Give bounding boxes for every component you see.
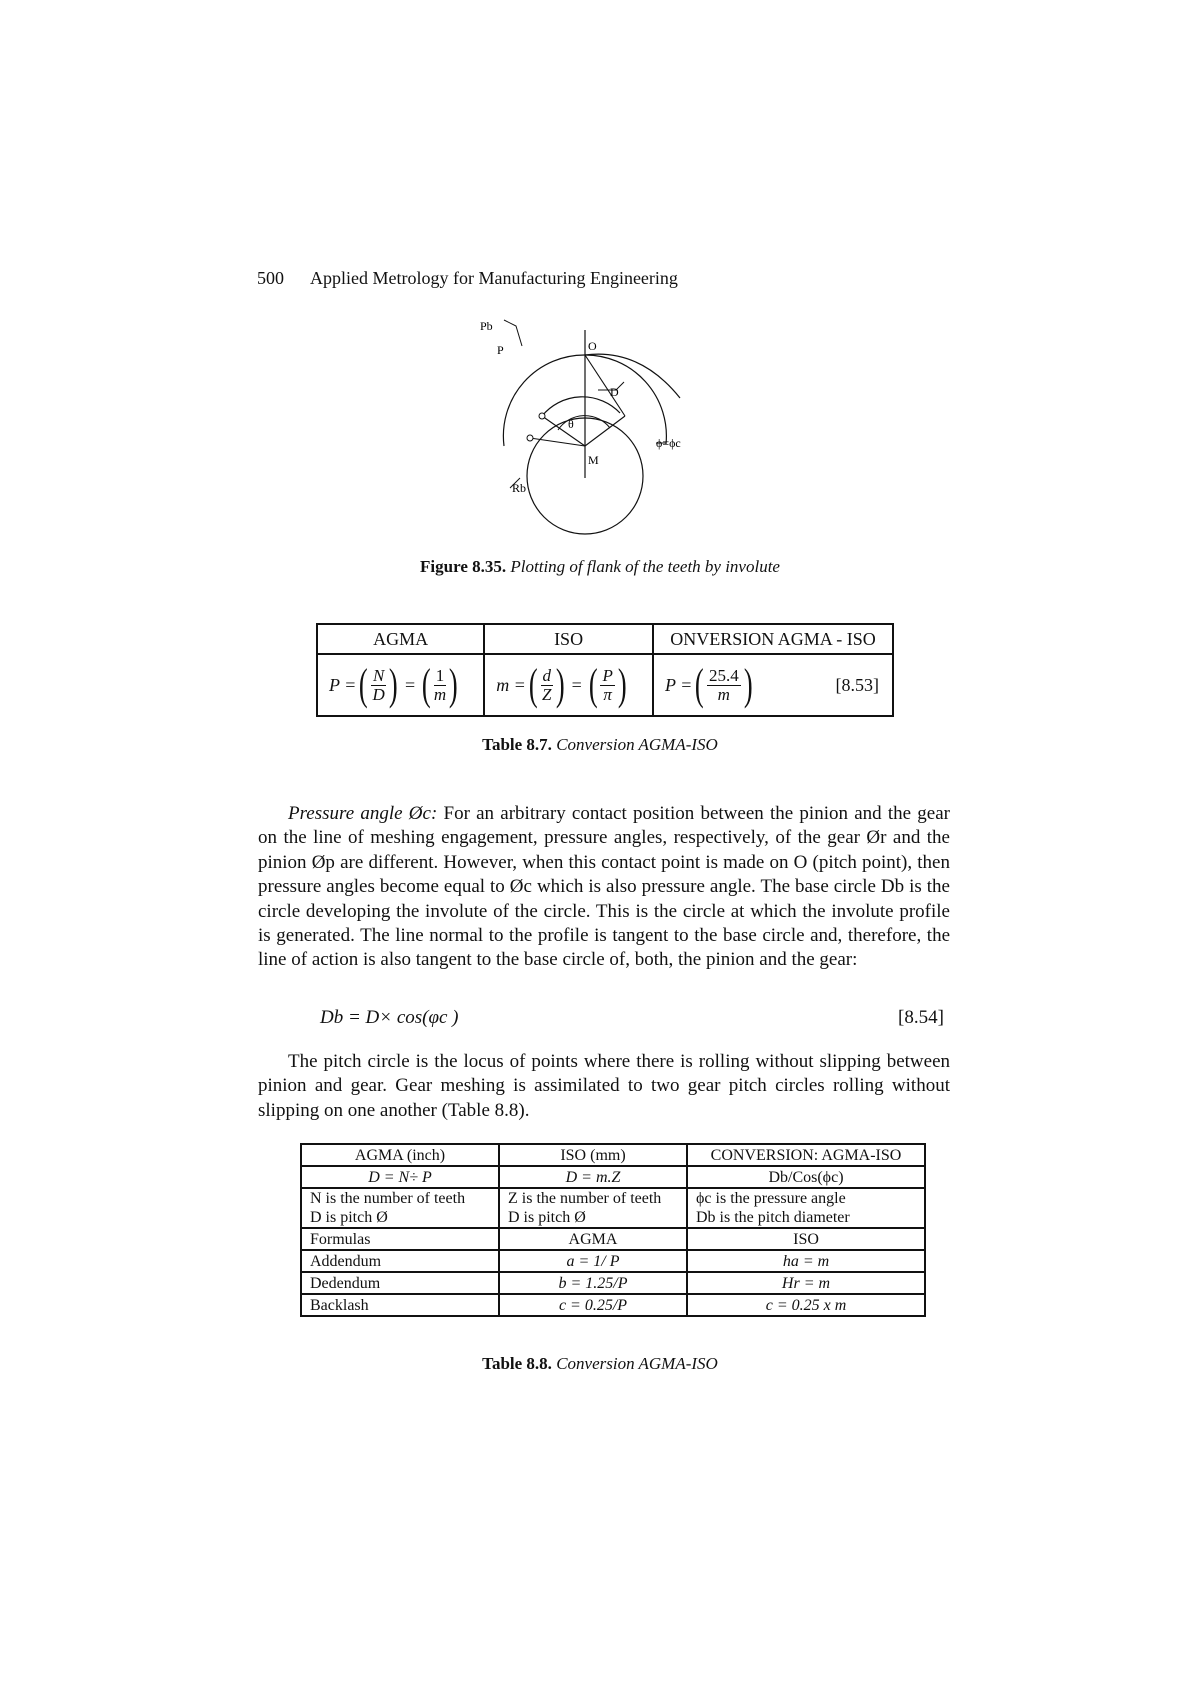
paragraph1-text: For an arbitrary contact position between the pinion and the gear on the line of meshing engagement, pressure angles, respectively, of the gear Ør and the pinion Øp are different. However, when this contact point is made on O (pitch point), then pressure angles become equal to Øc which is also pressure angle. The base circle Db is the circle developing the involute of the circle. This is the circle at which the involute profile is generated. The line normal to the profile is tangent to the base circle and, therefore, the line of action is also tangent to the base circle of, both, the pinion and the gear: bbox=[258, 803, 950, 971]
line-of-action bbox=[585, 355, 625, 416]
table88-header-agma: AGMA (inch) bbox=[301, 1144, 499, 1166]
label-p: P bbox=[497, 343, 504, 357]
point-marker-1 bbox=[539, 413, 545, 419]
equation-ref-8-54: [8.54] bbox=[898, 1007, 944, 1028]
table88-header-iso: ISO (mm) bbox=[499, 1144, 687, 1166]
table87-iso-formula: m = ( $\frac{d}{Z}$ ) = ( $\frac{P}{\pi}$ ) bbox=[484, 654, 653, 716]
page-number: 500 bbox=[257, 268, 284, 288]
table88-cell: Backlash bbox=[301, 1294, 499, 1316]
table88-cell: b = 1.25/P bbox=[499, 1272, 687, 1294]
angle-arc bbox=[542, 397, 620, 416]
table88-defs-agma bbox=[301, 1188, 499, 1228]
def-conv-db: Db is the pitch diameter bbox=[696, 1209, 850, 1226]
iso-z: Z bbox=[542, 684, 552, 704]
table88-formula-iso: D = m.Z bbox=[499, 1166, 687, 1188]
def-agma-n: N is the number of teeth bbox=[310, 1190, 466, 1207]
normal-line bbox=[585, 416, 625, 446]
table88-defs-conversion bbox=[687, 1188, 925, 1228]
iso-pi: π bbox=[603, 684, 612, 704]
label-o: O bbox=[588, 339, 597, 353]
agma-lhs: P = bbox=[329, 674, 357, 695]
involute-diagram bbox=[470, 318, 720, 548]
agma-m: m bbox=[433, 684, 447, 704]
def-iso-d: D is pitch Ø bbox=[508, 1209, 586, 1226]
iso-p: P bbox=[602, 665, 613, 685]
table88-cell: Addendum bbox=[301, 1250, 499, 1272]
conv-num: 25.4 bbox=[708, 665, 739, 685]
table87-caption-text: Conversion AGMA-ISO bbox=[556, 735, 718, 754]
table88-header-conversion: CONVERSION: AGMA-ISO bbox=[687, 1144, 925, 1166]
iso-lhs: m = bbox=[496, 674, 526, 695]
label-pb: Pb bbox=[480, 319, 493, 333]
agma-n: N bbox=[372, 665, 385, 685]
table-row bbox=[301, 1228, 925, 1250]
table88-cell: c = 0.25/P bbox=[499, 1294, 687, 1316]
table-row bbox=[301, 1272, 925, 1294]
label-phi: ϕ=ϕc bbox=[656, 436, 681, 450]
table88-cell: c = 0.25 x m bbox=[687, 1294, 925, 1316]
table88-cell: Hr = m bbox=[687, 1272, 925, 1294]
table88-cell: Formulas bbox=[301, 1228, 499, 1250]
table88-cell: AGMA bbox=[499, 1228, 687, 1250]
table-8-7 bbox=[316, 623, 894, 717]
table-8-7-caption bbox=[0, 735, 1200, 755]
conv-lhs: P = bbox=[664, 674, 693, 695]
table88-cell: ha = m bbox=[687, 1250, 925, 1272]
table-8-8 bbox=[300, 1143, 926, 1317]
label-d: D bbox=[610, 385, 619, 399]
table87-header-iso: ISO bbox=[484, 624, 653, 654]
book-title: Applied Metrology for Manufacturing Engineering bbox=[310, 268, 678, 288]
figure-caption bbox=[0, 557, 1200, 577]
table88-caption-label: Table 8.8. bbox=[482, 1354, 552, 1373]
def-iso-z: Z is the number of teeth bbox=[508, 1190, 662, 1207]
running-head bbox=[257, 268, 678, 289]
table87-agma-formula: P = ( $\frac{N}{D}$ ) = ( $\frac{1}{m}$ ) bbox=[317, 654, 484, 716]
table88-cell: Dedendum bbox=[301, 1272, 499, 1294]
paragraph-pitch-circle: The pitch circle is the locus of points where there is rolling without slipping between pinion and gear. Gear meshing is assimilated to two gear pitch circles rolling without slipping on one another (Table 8.8). bbox=[258, 1051, 950, 1121]
figure-caption-label: Figure 8.35. bbox=[420, 557, 507, 576]
table88-cell: ISO bbox=[687, 1228, 925, 1250]
table88-defs-iso bbox=[499, 1188, 687, 1228]
table88-cell: a = 1/ P bbox=[499, 1250, 687, 1272]
table87-header-agma: AGMA bbox=[317, 624, 484, 654]
table87-header-conversion: ONVERSION AGMA - ISO bbox=[653, 624, 893, 654]
equation-ref-8-53: [8.53] bbox=[835, 674, 879, 695]
table88-formula-conversion: Db/Cos(ϕc) bbox=[687, 1166, 925, 1188]
label-theta: θ bbox=[568, 417, 574, 431]
table-row bbox=[301, 1294, 925, 1316]
figure-caption-text: Plotting of flank of the teeth by involute bbox=[510, 557, 780, 576]
label-rb: Rb bbox=[512, 481, 527, 495]
point-marker-2 bbox=[527, 435, 533, 441]
term-pressure-angle: Pressure angle Øc: bbox=[288, 803, 438, 824]
table88-formula-agma: D = N÷ P bbox=[301, 1166, 499, 1188]
iso-d: d bbox=[542, 665, 551, 685]
label-m: M bbox=[588, 453, 599, 467]
def-conv-phi: ϕc is the pressure angle bbox=[696, 1190, 846, 1207]
agma-one: 1 bbox=[435, 665, 445, 685]
pb-leader bbox=[504, 320, 522, 346]
equation-8-54: Db = D× cos(φc ) bbox=[320, 1007, 459, 1028]
table87-conversion-formula: P = ( $\frac{25.4}{m}$ ) [8.53] bbox=[653, 654, 893, 716]
table-row bbox=[301, 1250, 925, 1272]
paragraph-pressure-angle bbox=[258, 802, 950, 973]
table87-caption-label: Table 8.7. bbox=[482, 735, 552, 754]
agma-d: D bbox=[372, 684, 385, 704]
def-agma-d: D is pitch Ø bbox=[310, 1209, 388, 1226]
table-8-8-caption bbox=[0, 1354, 1200, 1374]
table88-caption-text: Conversion AGMA-ISO bbox=[556, 1354, 718, 1373]
conv-den: m bbox=[717, 684, 730, 704]
